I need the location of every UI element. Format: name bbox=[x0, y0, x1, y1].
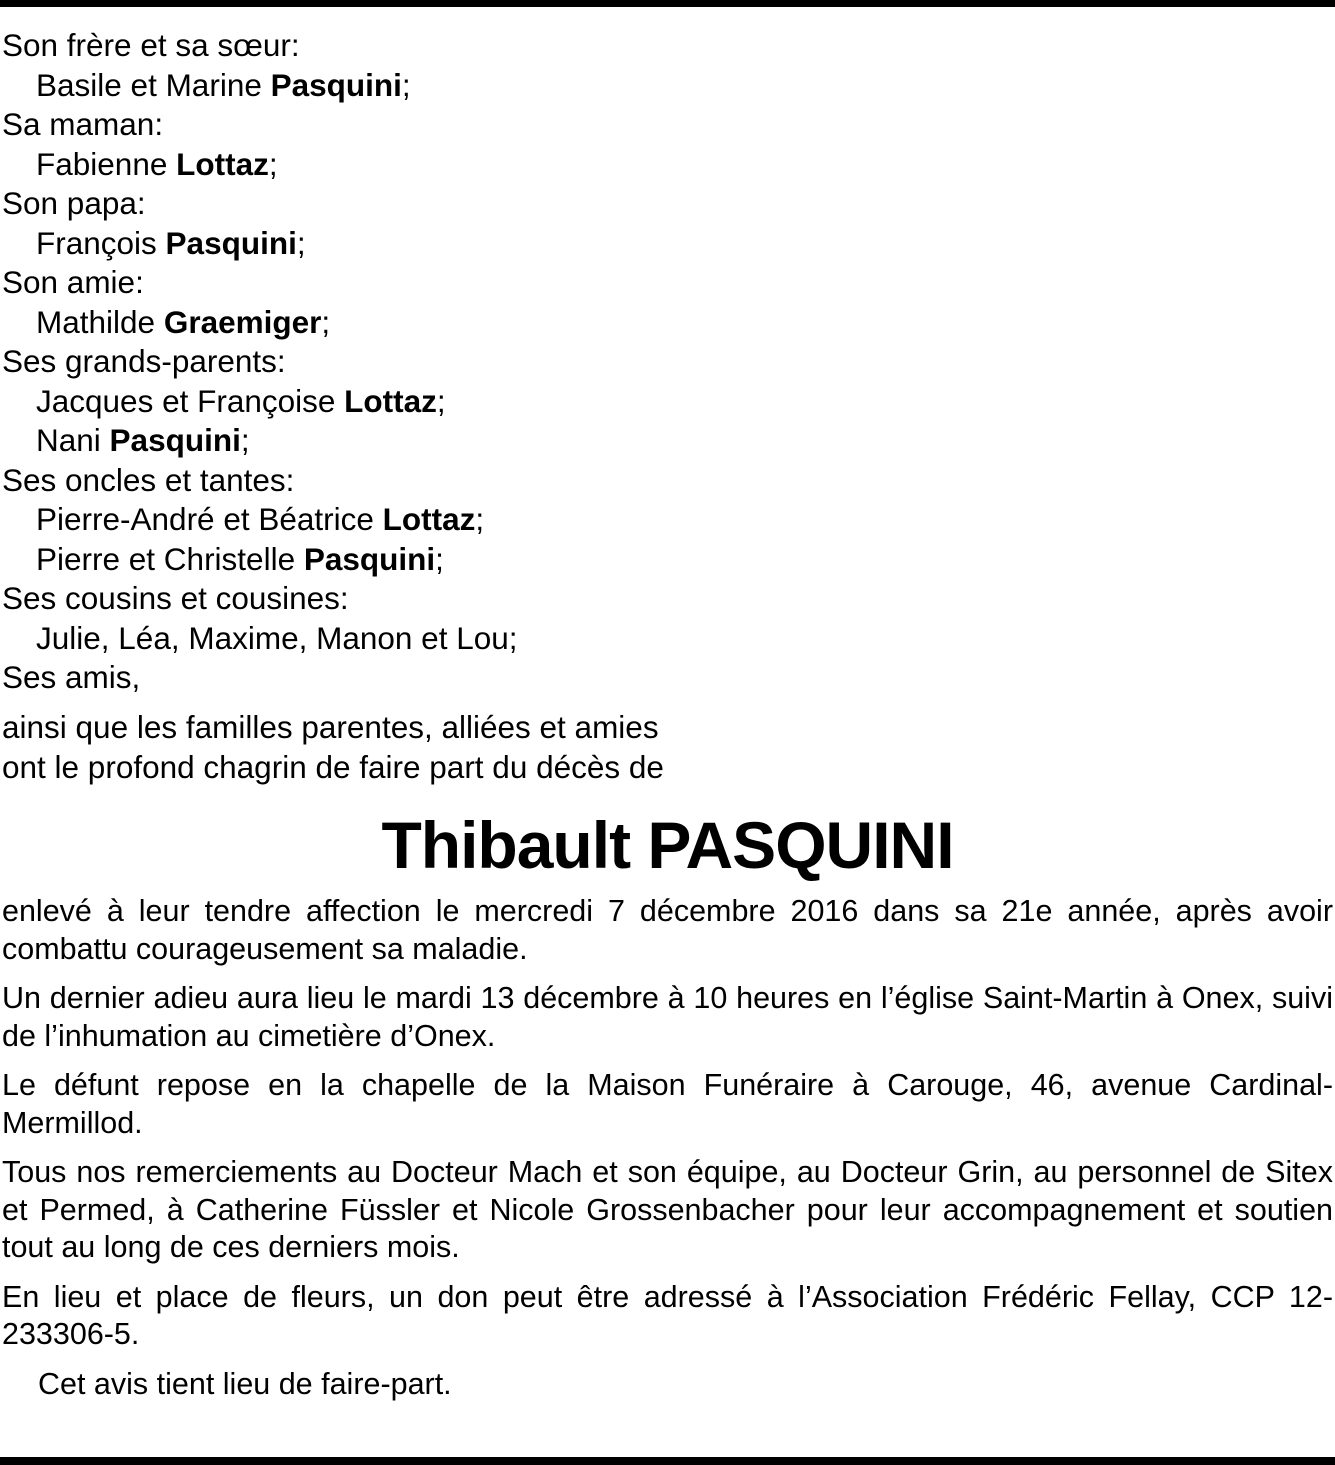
family-line: Son papa: bbox=[2, 185, 146, 221]
surname: Pasquini bbox=[109, 422, 241, 458]
surname: Pasquini bbox=[270, 66, 402, 103]
surname: Lottaz bbox=[382, 501, 476, 537]
family-line: Pierre-André et Béatrice Lottaz; bbox=[36, 501, 485, 537]
family-line: François Pasquini; bbox=[36, 224, 306, 261]
family-line: Julie, Léa, Maxime, Manon et Lou; bbox=[36, 619, 518, 656]
top-rule bbox=[0, 0, 1335, 7]
family-line: Son amie: bbox=[2, 264, 144, 300]
family-line: Fabienne Lottaz; bbox=[36, 145, 278, 182]
surname: Lottaz bbox=[176, 145, 269, 182]
ceremony-paragraph: Un dernier adieu aura lieu le mardi 13 décembre à 10 heures en l’église Saint-Martin à Onex, suivi de l’inhumation au cimetière d’Onex. bbox=[2, 981, 1333, 1053]
bottom-rule bbox=[0, 1457, 1335, 1465]
family-line: Son frère et sa sœur: bbox=[2, 27, 300, 63]
family-line: Ses cousins et cousines: bbox=[2, 580, 349, 616]
intro-line: ainsi que les familles parentes, alliées et amies bbox=[2, 709, 659, 745]
family-line: Ses grands-parents: bbox=[2, 343, 286, 379]
family-line: Ses amis, bbox=[2, 659, 141, 695]
announcement-body bbox=[2, 893, 1333, 1415]
family-line: Pierre et Christelle Pasquini; bbox=[36, 540, 444, 577]
family-line: Basile et Marine Pasquini; bbox=[36, 66, 411, 103]
thanks-paragraph: Tous nos remerciements au Docteur Mach et son équipe, au Docteur Grin, au personnel de Sitex et Permed, à Catherine Füssler et Nicole Grossenbacher pour leur accompagnement et soutien tout au long de ces derniers mois. bbox=[2, 1155, 1333, 1264]
intro-line: ont le profond chagrin de faire part du décès de bbox=[2, 748, 664, 785]
repose-paragraph: Le défunt repose en la chapelle de la Maison Funéraire à Carouge, 46, avenue Cardinal-Mermillod. bbox=[2, 1068, 1333, 1140]
surname: Pasquini bbox=[165, 224, 297, 261]
family-line: Ses oncles et tantes: bbox=[2, 461, 295, 498]
surname: Graemiger bbox=[163, 303, 322, 340]
deceased-name: Thibault PASQUINI bbox=[381, 808, 954, 882]
surname: Lottaz bbox=[344, 382, 437, 419]
family-line: Nani Pasquini; bbox=[36, 422, 250, 458]
family-line: Sa maman: bbox=[2, 106, 164, 142]
family-list bbox=[2, 26, 902, 698]
family-line: Jacques et Françoise Lottaz; bbox=[36, 382, 446, 419]
intro-text bbox=[2, 708, 664, 787]
signoff: Cet avis tient lieu de faire-part. bbox=[38, 1366, 452, 1401]
donation-paragraph: En lieu et place de fleurs, un don peut être adressé à l’Association Frédéric Fellay, CCP 12-233306-5. bbox=[2, 1279, 1333, 1351]
surname: Pasquini bbox=[303, 540, 436, 577]
death-paragraph: enlevé à leur tendre affection le mercredi 7 décembre 2016 dans sa 21e année, après avoir combattu courageusement sa maladie. bbox=[2, 894, 1333, 966]
family-line: Mathilde Graemiger; bbox=[36, 303, 331, 340]
